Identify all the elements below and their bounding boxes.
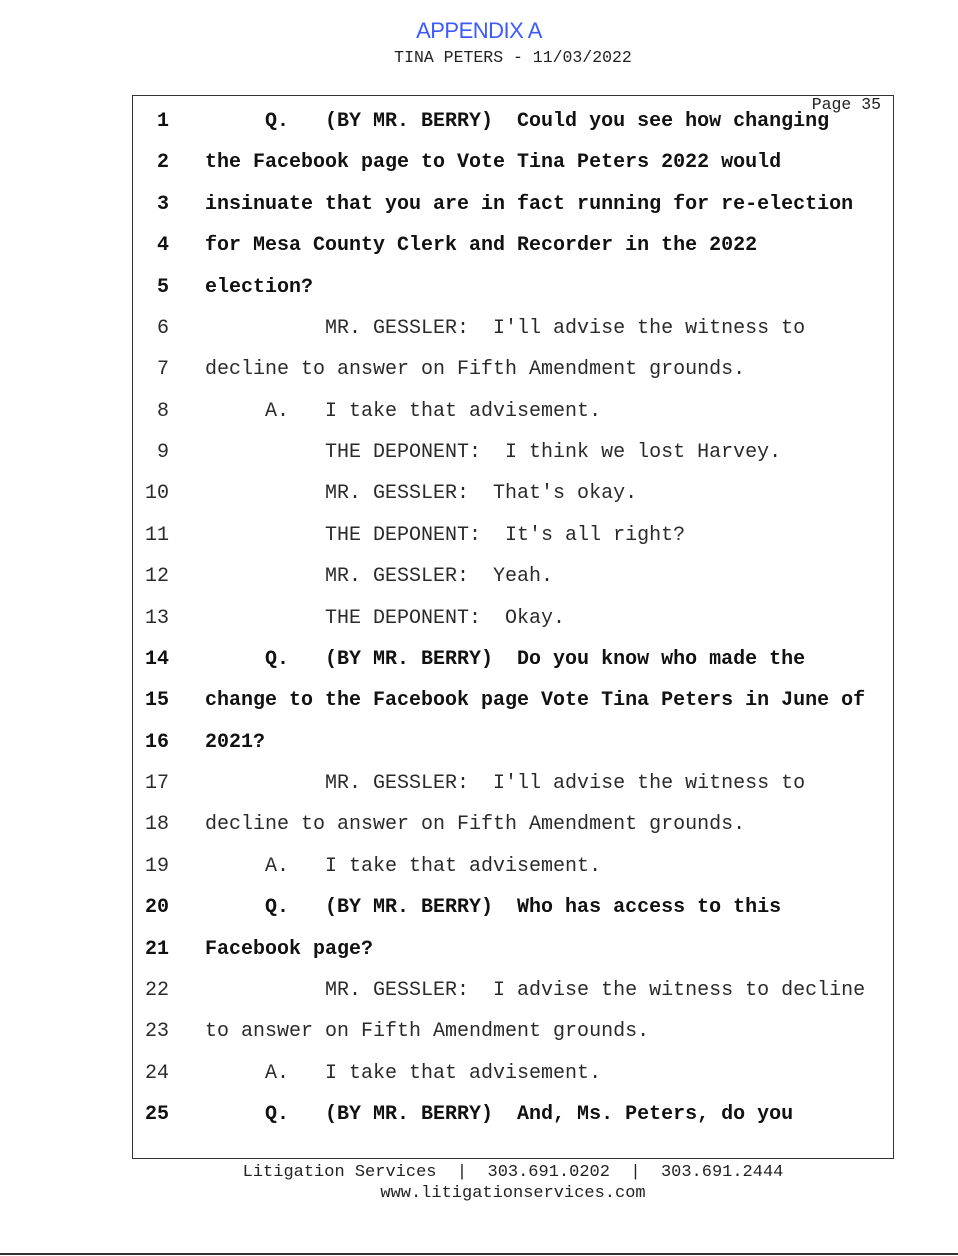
line-number: 12: [144, 565, 169, 589]
footer-website: www.litigationservices.com: [380, 1184, 646, 1203]
line-number: 5: [156, 275, 169, 299]
line-number: 7: [156, 358, 169, 382]
line-text: THE DEPONENT: I think we lost Harvey.: [205, 441, 782, 464]
line-number: 6: [156, 316, 169, 340]
line-text: for Mesa County Clerk and Recorder in the 2022: [205, 234, 758, 258]
footer-contact: [0, 1163, 958, 1183]
line-number: 10: [144, 482, 169, 506]
line-text: to answer on Fifth Amendment grounds.: [205, 1020, 650, 1044]
line-number: 9: [156, 441, 169, 464]
line-number: 16: [144, 730, 169, 754]
bottom-divider: [0, 1253, 958, 1255]
line-number: 11: [144, 523, 169, 547]
line-text: election?: [205, 275, 314, 299]
transcript-page: [132, 95, 894, 1159]
line-text: MR. GESSLER: I'll advise the witness to: [205, 316, 806, 340]
transcript-header: TINA PETERS - 11/03/2022: [394, 48, 632, 67]
line-text: insinuate that you are in fact running for re-election: [205, 192, 854, 216]
footer-phone-2: 303.691.2444: [660, 1163, 784, 1182]
line-text: Q. (BY MR. BERRY) Who has access to this: [205, 896, 782, 920]
line-number: 4: [156, 234, 169, 258]
line-number: 24: [144, 1061, 169, 1085]
line-number: 8: [156, 399, 169, 423]
line-text: A. I take that advisement.: [205, 399, 602, 423]
line-text: 2021?: [205, 730, 266, 754]
line-text: Facebook page?: [205, 937, 374, 961]
line-text: THE DEPONENT: It's all right?: [205, 523, 686, 547]
line-number: 17: [144, 772, 169, 795]
line-number: 1: [156, 110, 169, 133]
line-text: THE DEPONENT: Okay.: [205, 606, 566, 630]
line-text: decline to answer on Fifth Amendment grounds.: [205, 358, 746, 382]
footer-company: Litigation Services: [242, 1163, 437, 1182]
line-number: 3: [156, 192, 169, 216]
line-text: MR. GESSLER: I'll advise the witness to: [205, 772, 806, 795]
page-number: Page 35: [811, 95, 881, 114]
appendix-label: APPENDIX A: [416, 18, 542, 43]
line-text: A. I take that advisement.: [205, 1061, 602, 1085]
line-text: MR. GESSLER: That's okay.: [205, 482, 638, 506]
line-text: Q. (BY MR. BERRY) Do you know who made the: [205, 647, 806, 671]
line-number: 19: [144, 854, 169, 878]
line-text: Q. (BY MR. BERRY) And, Ms. Peters, do you: [205, 1103, 794, 1126]
line-number: 21: [144, 937, 169, 961]
line-text: A. I take that advisement.: [205, 854, 602, 878]
line-text: MR. GESSLER: Yeah.: [205, 565, 554, 589]
line-number: 13: [144, 606, 169, 630]
line-number: 22: [144, 978, 169, 1002]
line-text: MR. GESSLER: I advise the witness to decline: [205, 978, 866, 1002]
footer-phone-1: 303.691.0202: [487, 1163, 610, 1182]
footer-separator-1: |: [456, 1163, 468, 1182]
line-number: 25: [144, 1103, 169, 1126]
line-number: 20: [144, 896, 169, 920]
line-number: 14: [144, 647, 169, 671]
line-text: change to the Facebook page Vote Tina Peters in June of: [205, 689, 866, 713]
line-number: 15: [144, 689, 169, 713]
line-number: 18: [144, 813, 169, 837]
line-number: 23: [144, 1020, 169, 1044]
footer-separator-2: |: [630, 1163, 641, 1182]
line-text: the Facebook page to Vote Tina Peters 2022 would: [205, 151, 782, 175]
line-number: 2: [156, 151, 169, 175]
line-text: Q. (BY MR. BERRY) Could you see how changing: [205, 110, 830, 133]
line-text: decline to answer on Fifth Amendment grounds.: [205, 813, 746, 837]
